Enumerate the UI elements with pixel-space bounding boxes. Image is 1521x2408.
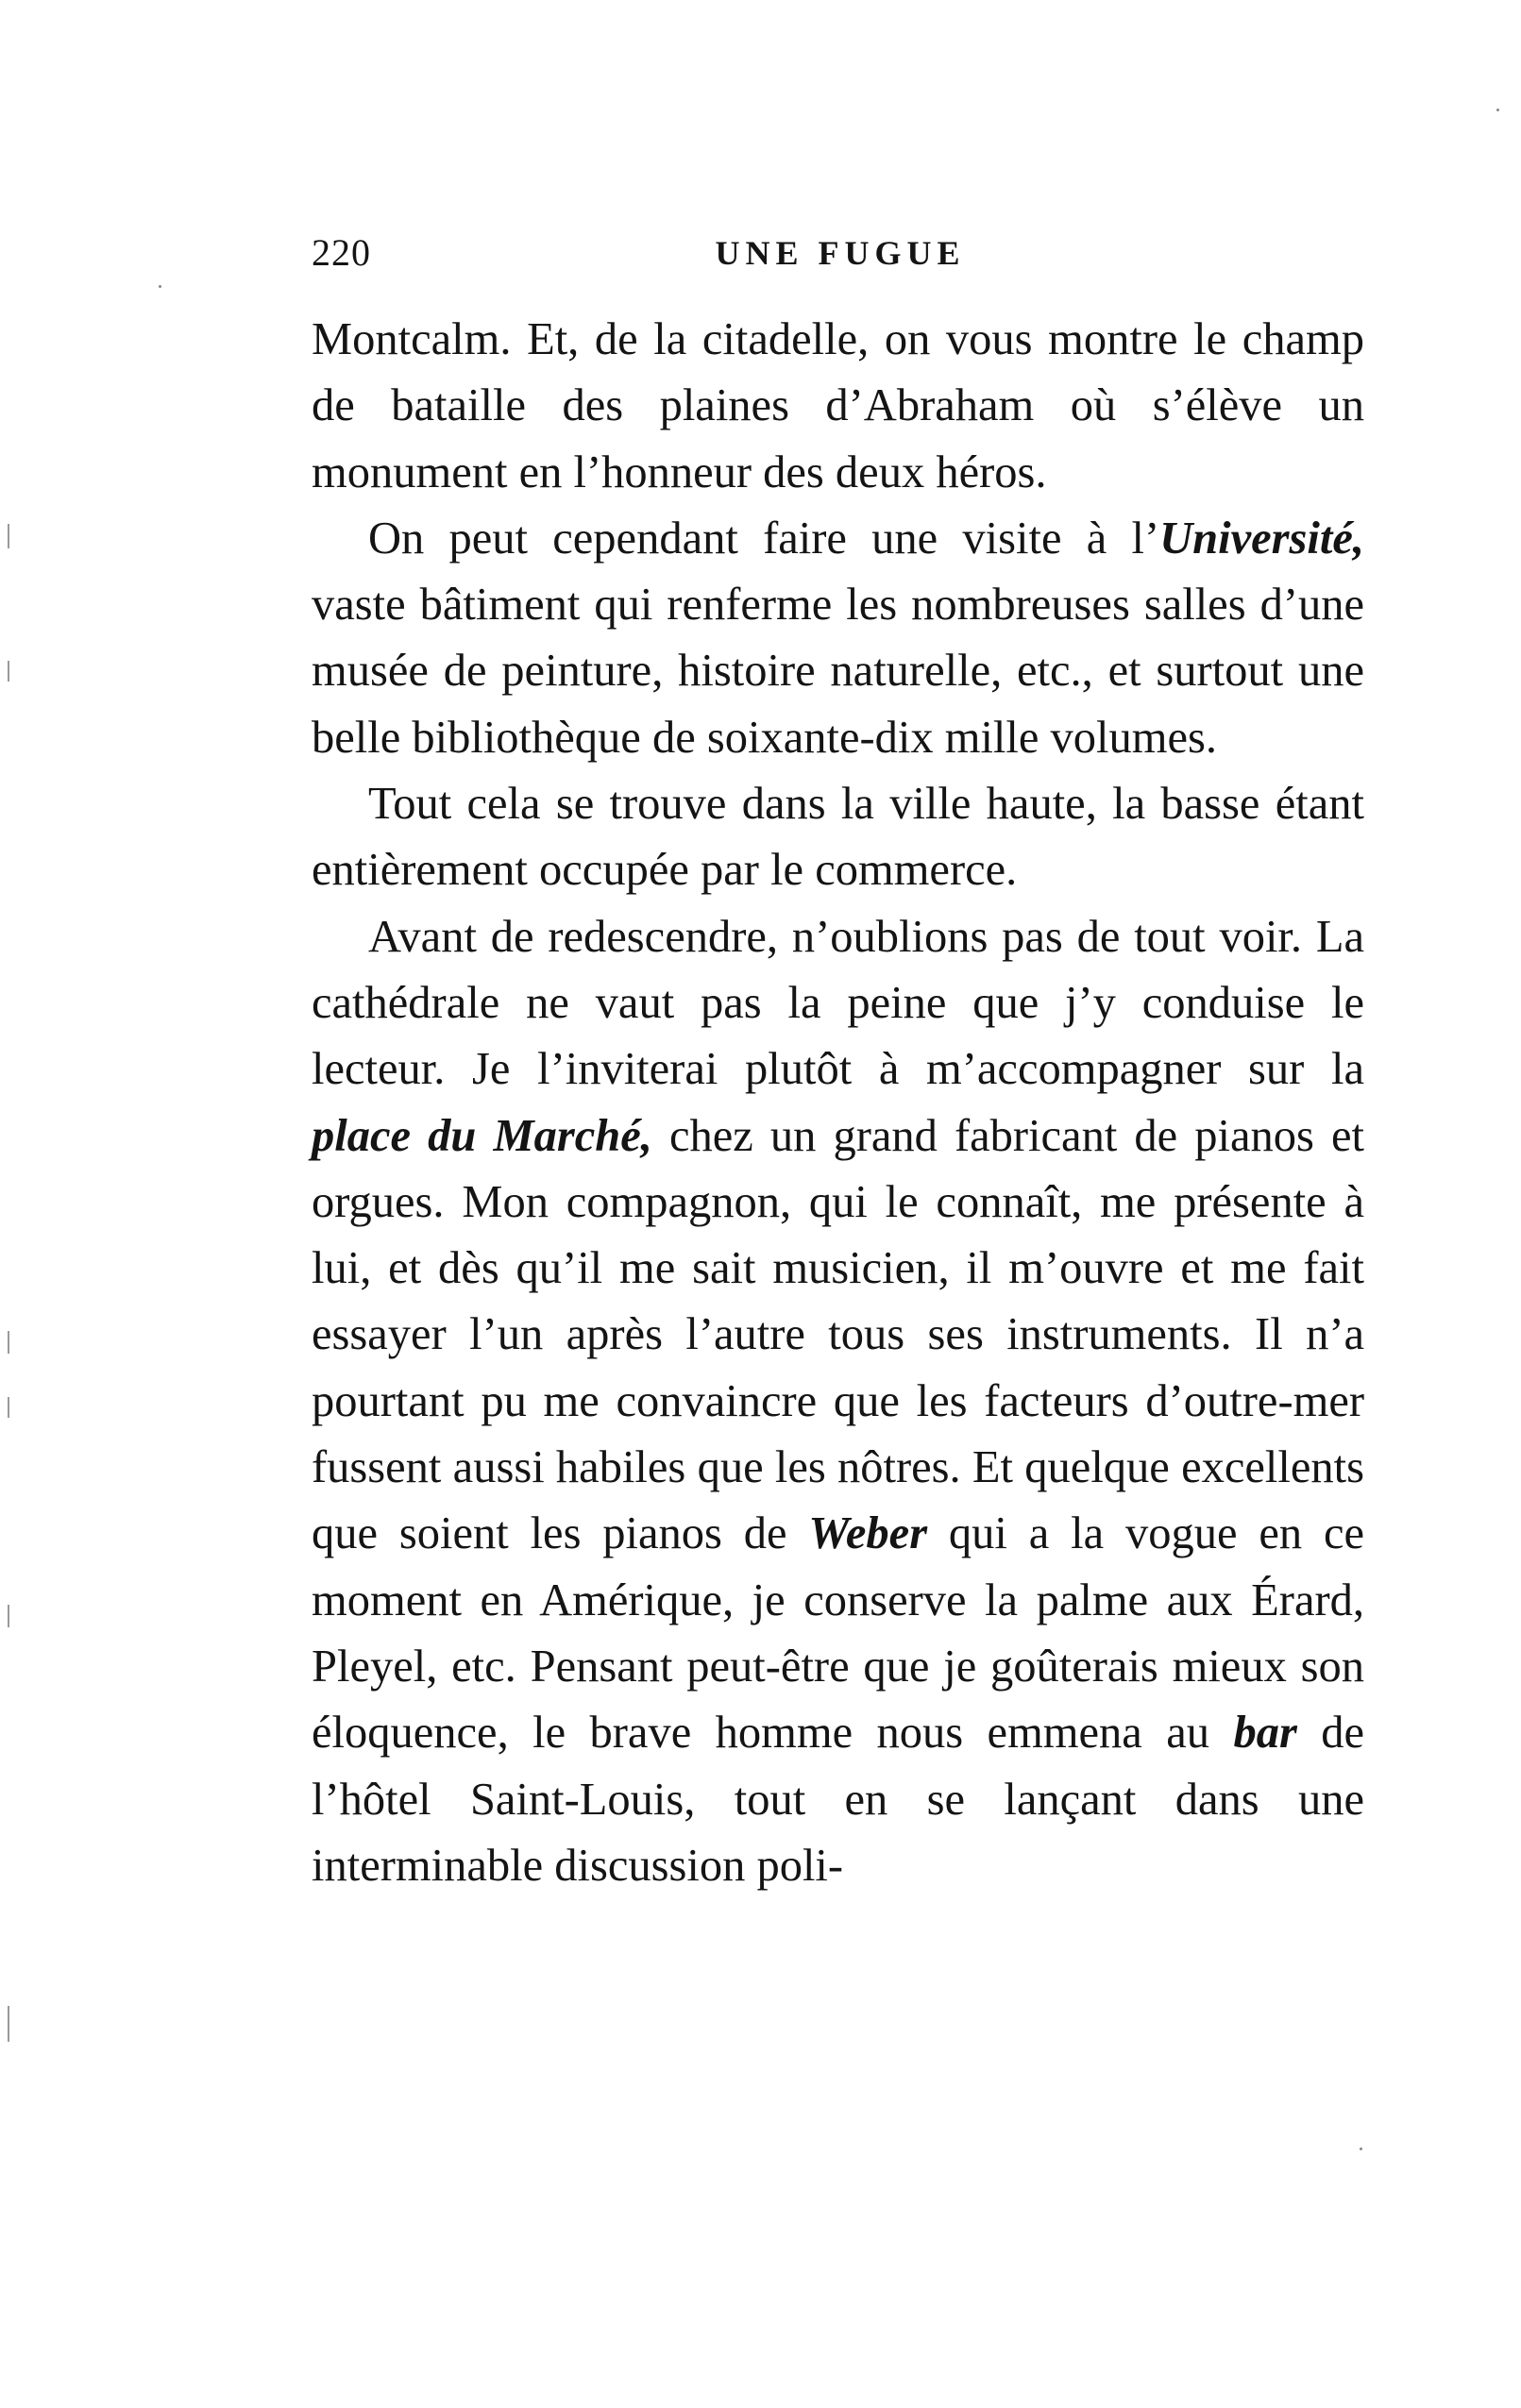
scan-mark — [8, 1331, 9, 1354]
paragraph-4-text-c: qui a la vogue en ce moment en Amérique, je conserve la palme aux Érard, Pleyel, etc. Pensant peut-être que je goûterais mieux son éloquence, le brave homme nous emmena au — [312, 1508, 1364, 1759]
running-head — [312, 225, 1369, 281]
paragraph-4-italic-place: place du Marché, — [312, 1110, 652, 1161]
scan-speck — [1360, 2147, 1362, 2150]
paragraph-2 — [312, 506, 1364, 771]
paragraph-4-text-d: de l’hôtel Saint-Louis, tout en se lançant dans une interminable discussion poli- — [312, 1708, 1364, 1891]
body-text — [312, 307, 1364, 1899]
scan-mark — [8, 524, 9, 548]
paragraph-1 — [312, 307, 1364, 506]
paragraph-4-italic-bar: bar — [1233, 1708, 1297, 1759]
paragraph-2-text-b: vaste bâtiment qui renferme les nombreuses salles d’une musée de peinture, histoire naturelle, etc., et surtout une belle bibliothèque de soixante-dix mille volumes. — [312, 580, 1364, 763]
paragraph-3 — [312, 771, 1364, 904]
running-title: UNE FUGUE — [715, 234, 966, 272]
paragraph-2-italic: Université, — [1159, 513, 1364, 564]
scan-mark — [8, 1605, 9, 1627]
page-number: 220 — [312, 231, 371, 274]
scan-mark — [8, 1397, 9, 1418]
scan-mark — [8, 2006, 9, 2042]
paragraph-4-italic-weber: Weber — [808, 1508, 928, 1559]
paragraph-1-text: Montcalm. Et, de la citadelle, on vous montre le champ de bataille des plaines d’Abraham où s’élève un monument en l’honneur des deux héros. — [312, 314, 1364, 497]
paragraph-3-text: Tout cela se trouve dans la ville haute, la basse étant entièrement occupée par le commerce. — [312, 779, 1364, 896]
scan-speck — [159, 285, 161, 288]
scan-speck — [1496, 109, 1499, 111]
paragraph-4 — [312, 904, 1364, 1899]
paragraph-4-text-a: Avant de redescendre, n’oublions pas de tout voir. La cathédrale ne vaut pas la peine que j’y conduise le lecteur. Je l’inviterai plutôt à m’accompagner sur la — [312, 911, 1364, 1095]
paragraph-2-text-a: On peut cependant faire une visite à l’ — [368, 513, 1160, 564]
scan-mark — [8, 661, 9, 682]
paragraph-4-text-b: chez un grand fabricant de pianos et orgues. Mon compagnon, qui le connaît, me présente à lui, et dès qu’il me sait musicien, il m’ouvre et me fait essayer l’un après l’autre tous ses instruments. Il n’a pourtant pu me convaincre que les facteurs d’outre-mer fussent aussi habiles que les nôtres. Et quelque excellents que soient les pianos de — [312, 1110, 1364, 1559]
